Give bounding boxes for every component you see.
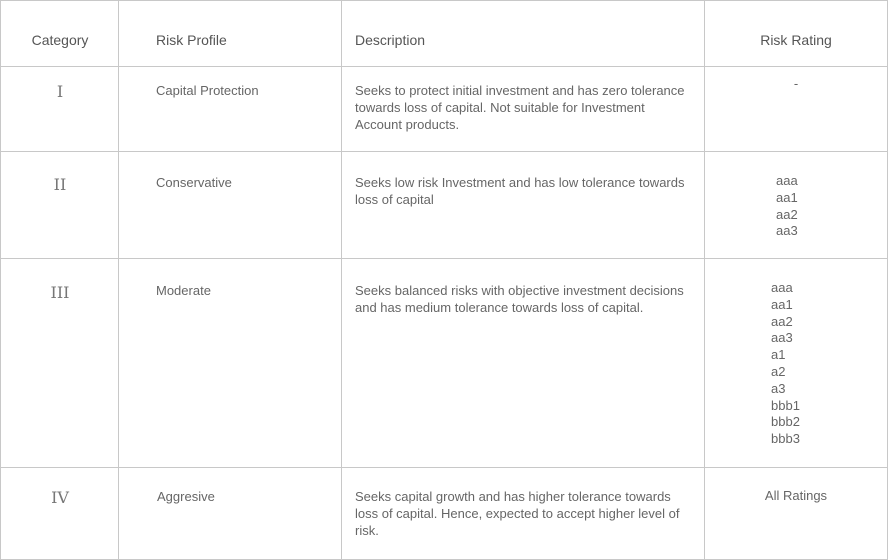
rating-item: - xyxy=(793,76,799,91)
rating-item: bbb1 xyxy=(771,397,800,413)
risk-profile-cell: Aggresive xyxy=(157,489,215,504)
description-cell: Seeks to protect initial investment and has zero tolerance towards loss of capital. Not suitable for Investment Account products. xyxy=(355,83,685,132)
category-cell: II xyxy=(53,175,67,194)
category-cell: IV xyxy=(51,488,69,507)
description-cell: Seeks capital growth and has higher tolerance towards loss of capital. Hence, expected to accept higher level of risk. xyxy=(355,489,680,538)
column-divider xyxy=(341,1,342,559)
rating-item: aaa xyxy=(771,280,793,295)
category-cell: III xyxy=(50,283,70,302)
rating-item: a3 xyxy=(771,380,786,396)
row-divider xyxy=(1,66,887,67)
risk-rating-cell xyxy=(705,488,887,505)
rating-item: aa2 xyxy=(776,206,798,222)
header-risk-profile: Risk Profile xyxy=(156,32,227,48)
description-cell: Seeks balanced risks with objective investment decisions and has medium tolerance towards loss of capital. xyxy=(355,283,684,315)
row-divider xyxy=(1,151,887,152)
risk-rating-cell xyxy=(705,76,887,93)
description-cell: Seeks low risk Investment and has low tolerance towards loss of capital xyxy=(355,175,685,207)
row-divider xyxy=(1,467,887,468)
rating-item: a2 xyxy=(771,363,786,379)
rating-item: bbb2 xyxy=(771,414,800,430)
risk-profile-cell: Capital Protection xyxy=(156,83,259,98)
risk-profile-cell: Moderate xyxy=(156,283,211,298)
header-description: Description xyxy=(355,32,426,48)
risk-profile-cell: Conservative xyxy=(156,175,232,190)
risk-rating-cell xyxy=(776,173,798,240)
rating-item: aa1 xyxy=(776,189,798,205)
category-cell: I xyxy=(56,82,64,101)
header-category: Category xyxy=(31,32,89,48)
row-divider xyxy=(1,258,887,259)
rating-item: aaa xyxy=(776,173,798,188)
rating-item: aa1 xyxy=(771,296,793,312)
rating-item: aa3 xyxy=(776,223,798,239)
rating-item: aa3 xyxy=(771,330,793,346)
rating-item: bbb3 xyxy=(771,431,800,447)
header-risk-rating: Risk Rating xyxy=(760,32,832,48)
rating-item: aa2 xyxy=(771,313,793,329)
rating-item: a1 xyxy=(771,347,786,363)
risk-rating-cell xyxy=(771,280,800,448)
rating-item: All Ratings xyxy=(764,488,828,503)
